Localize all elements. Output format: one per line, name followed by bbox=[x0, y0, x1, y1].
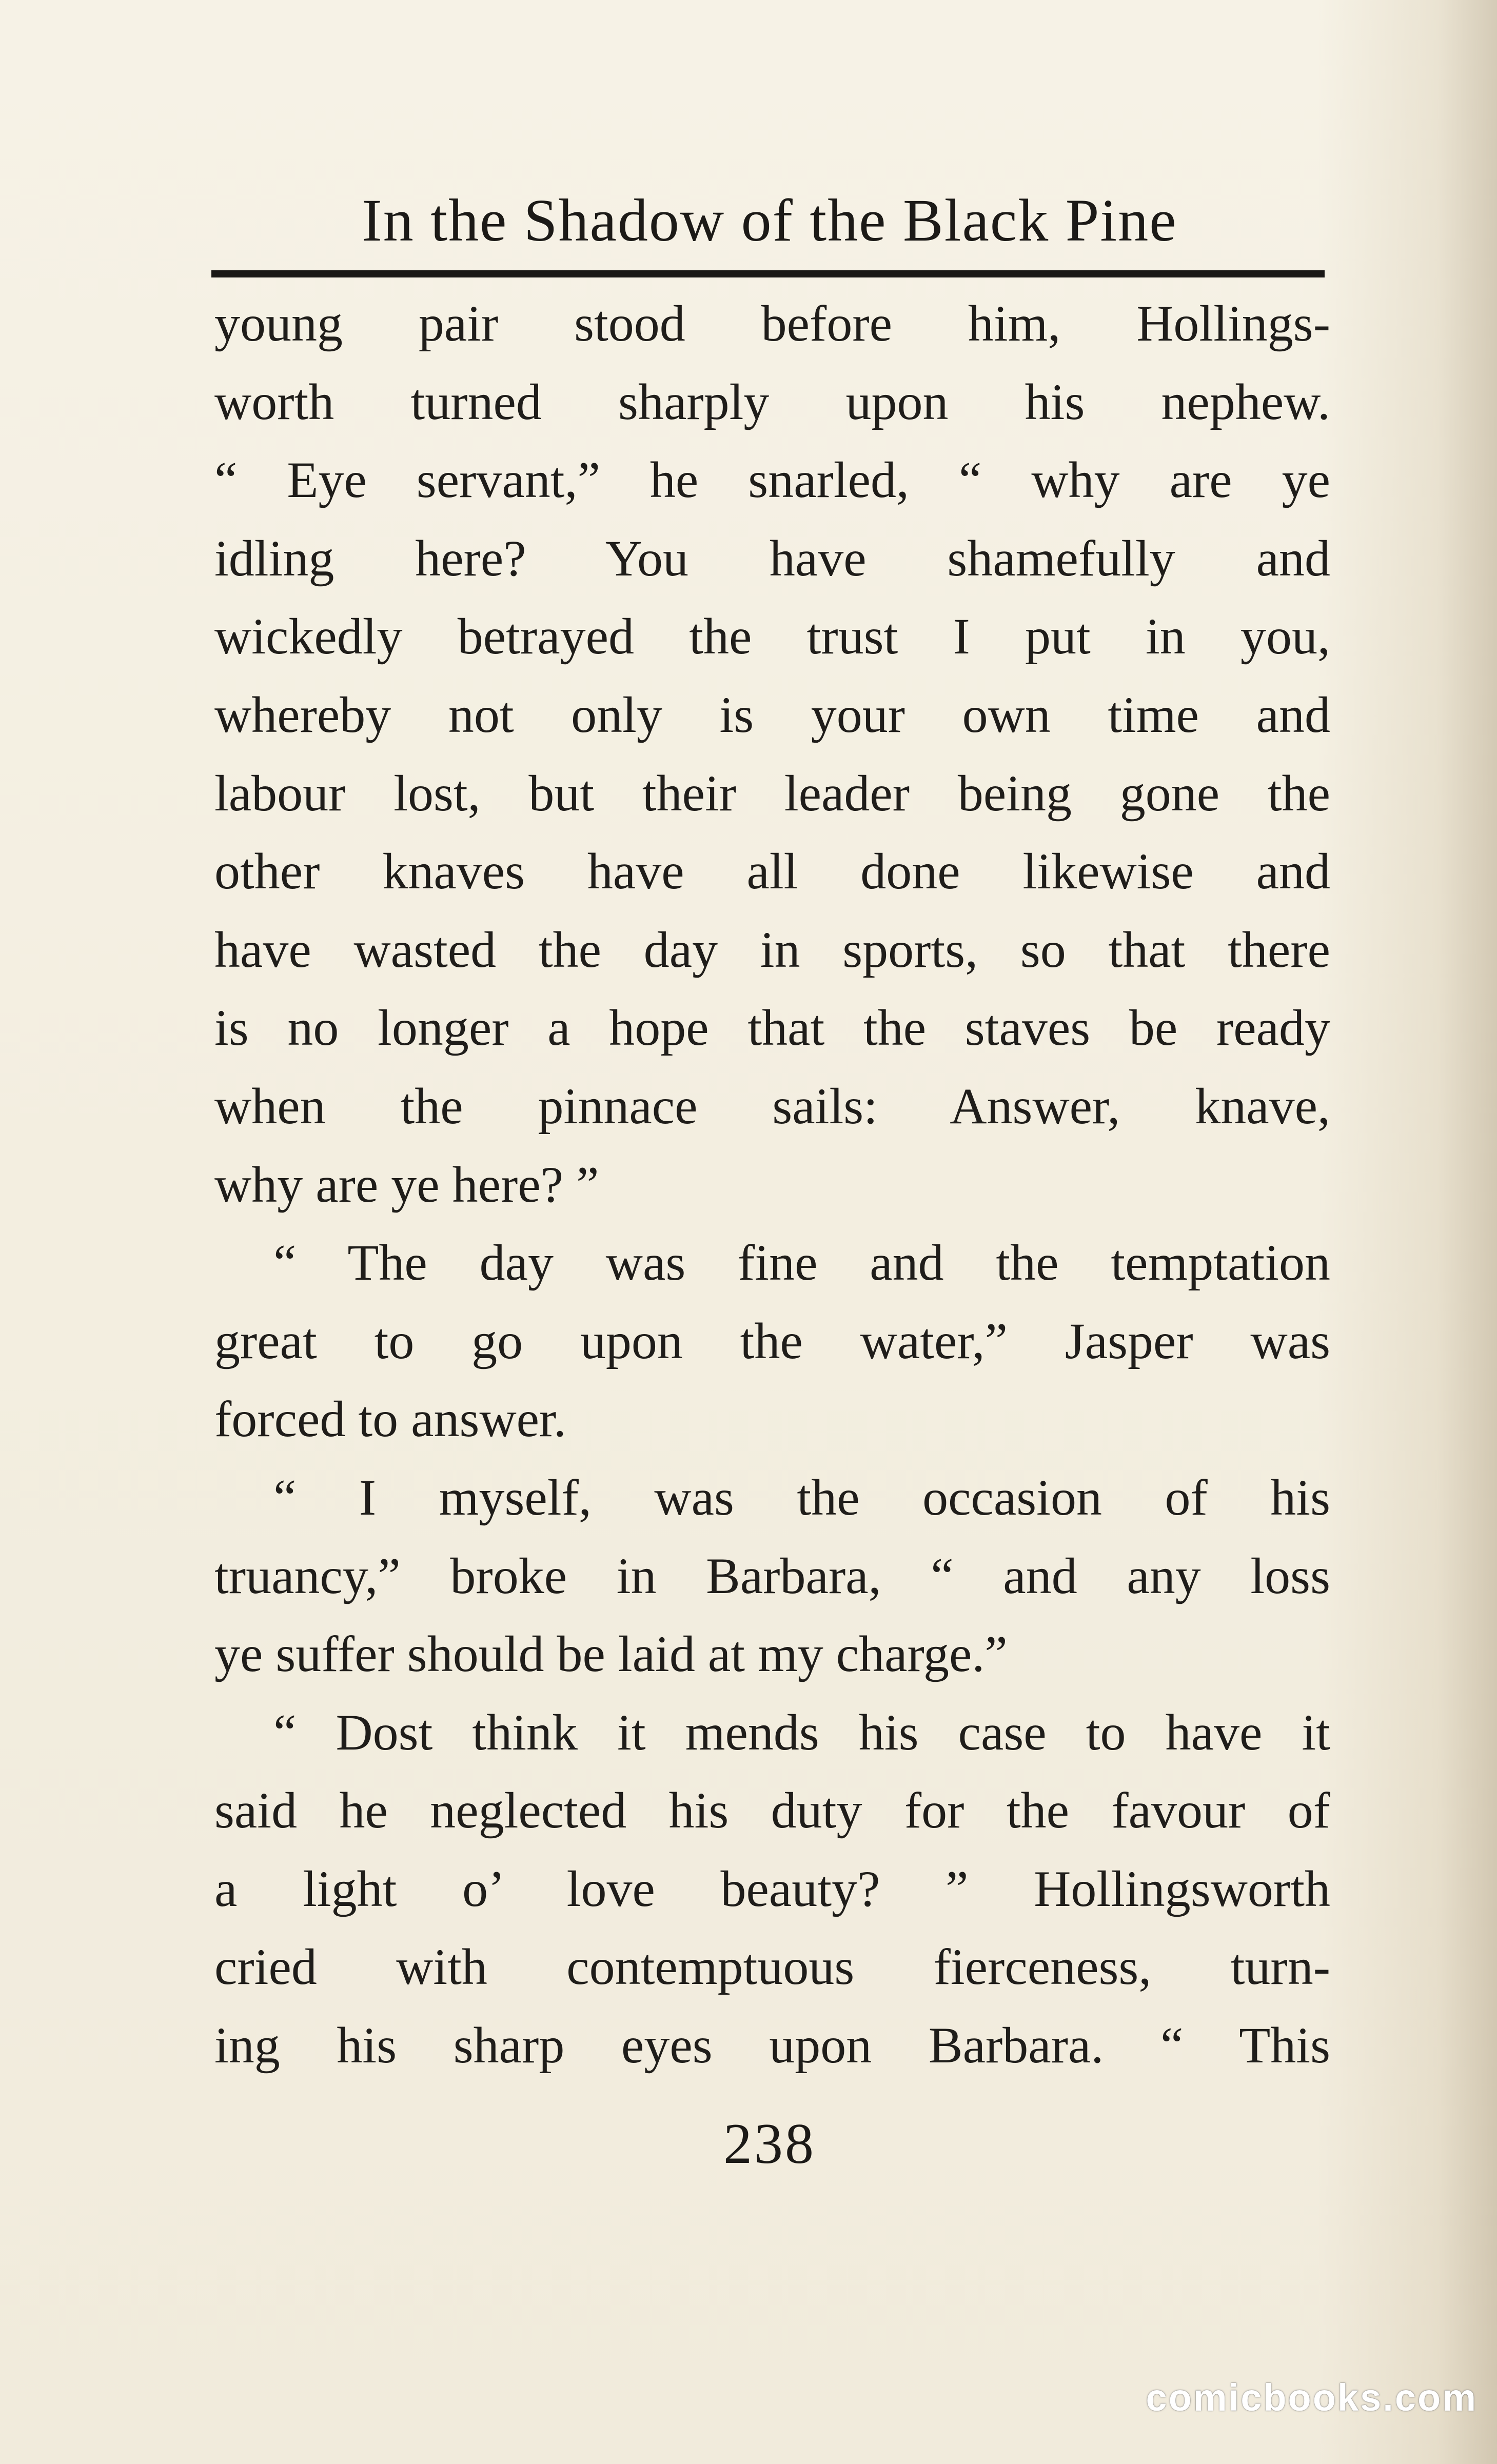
text-line: worth turned sharply upon his nephew. bbox=[214, 373, 1330, 430]
text-line: young pair stood before him, Hollings- bbox=[214, 295, 1330, 352]
text-line: why are ye here? ” bbox=[214, 1156, 599, 1213]
text-line: have wasted the day in sports, so that there bbox=[214, 921, 1330, 978]
text-line: idling here? You have shamefully and bbox=[214, 529, 1330, 587]
header-rule bbox=[211, 270, 1325, 277]
text-line: truancy,” broke in Barbara, “ and any loss bbox=[214, 1547, 1330, 1604]
text-line: is no longer a hope that the staves be ready bbox=[214, 999, 1330, 1057]
text-line: “ I myself, was the occasion of his bbox=[273, 1468, 1330, 1526]
text-line: a light o’ love beauty? ” Hollingsworth bbox=[214, 1860, 1330, 1917]
body-text bbox=[214, 285, 1330, 2080]
text-line: “ The day was fine and the temptation bbox=[273, 1234, 1330, 1291]
text-line: “ Eye servant,” he snarled, “ why are ye bbox=[214, 451, 1330, 509]
page-number: 238 bbox=[723, 2112, 816, 2176]
running-head: In the Shadow of the Black Pine bbox=[362, 187, 1177, 254]
text-line: cried with contemptuous fierceness, turn- bbox=[214, 1938, 1330, 1996]
text-line: great to go upon the water,” Jasper was bbox=[214, 1312, 1330, 1369]
text-line: “ Dost think it mends his case to have it bbox=[273, 1703, 1330, 1761]
text-line: labour lost, but their leader being gone the bbox=[214, 764, 1330, 822]
text-line: whereby not only is your own time and bbox=[214, 686, 1330, 743]
text-line: forced to answer. bbox=[214, 1390, 566, 1448]
text-line: ye suffer should be laid at my charge.” bbox=[214, 1625, 1008, 1683]
text-line: said he neglected his duty for the favour of bbox=[214, 1782, 1330, 1839]
watermark: comicbooks.com bbox=[1146, 2376, 1478, 2419]
text-line: wickedly betrayed the trust I put in you, bbox=[214, 608, 1330, 665]
text-line: other knaves have all done likewise and bbox=[214, 843, 1330, 900]
text-line: when the pinnace sails: Answer, knave, bbox=[214, 1077, 1330, 1135]
text-line: ing his sharp eyes upon Barbara. “ This bbox=[214, 2017, 1330, 2074]
